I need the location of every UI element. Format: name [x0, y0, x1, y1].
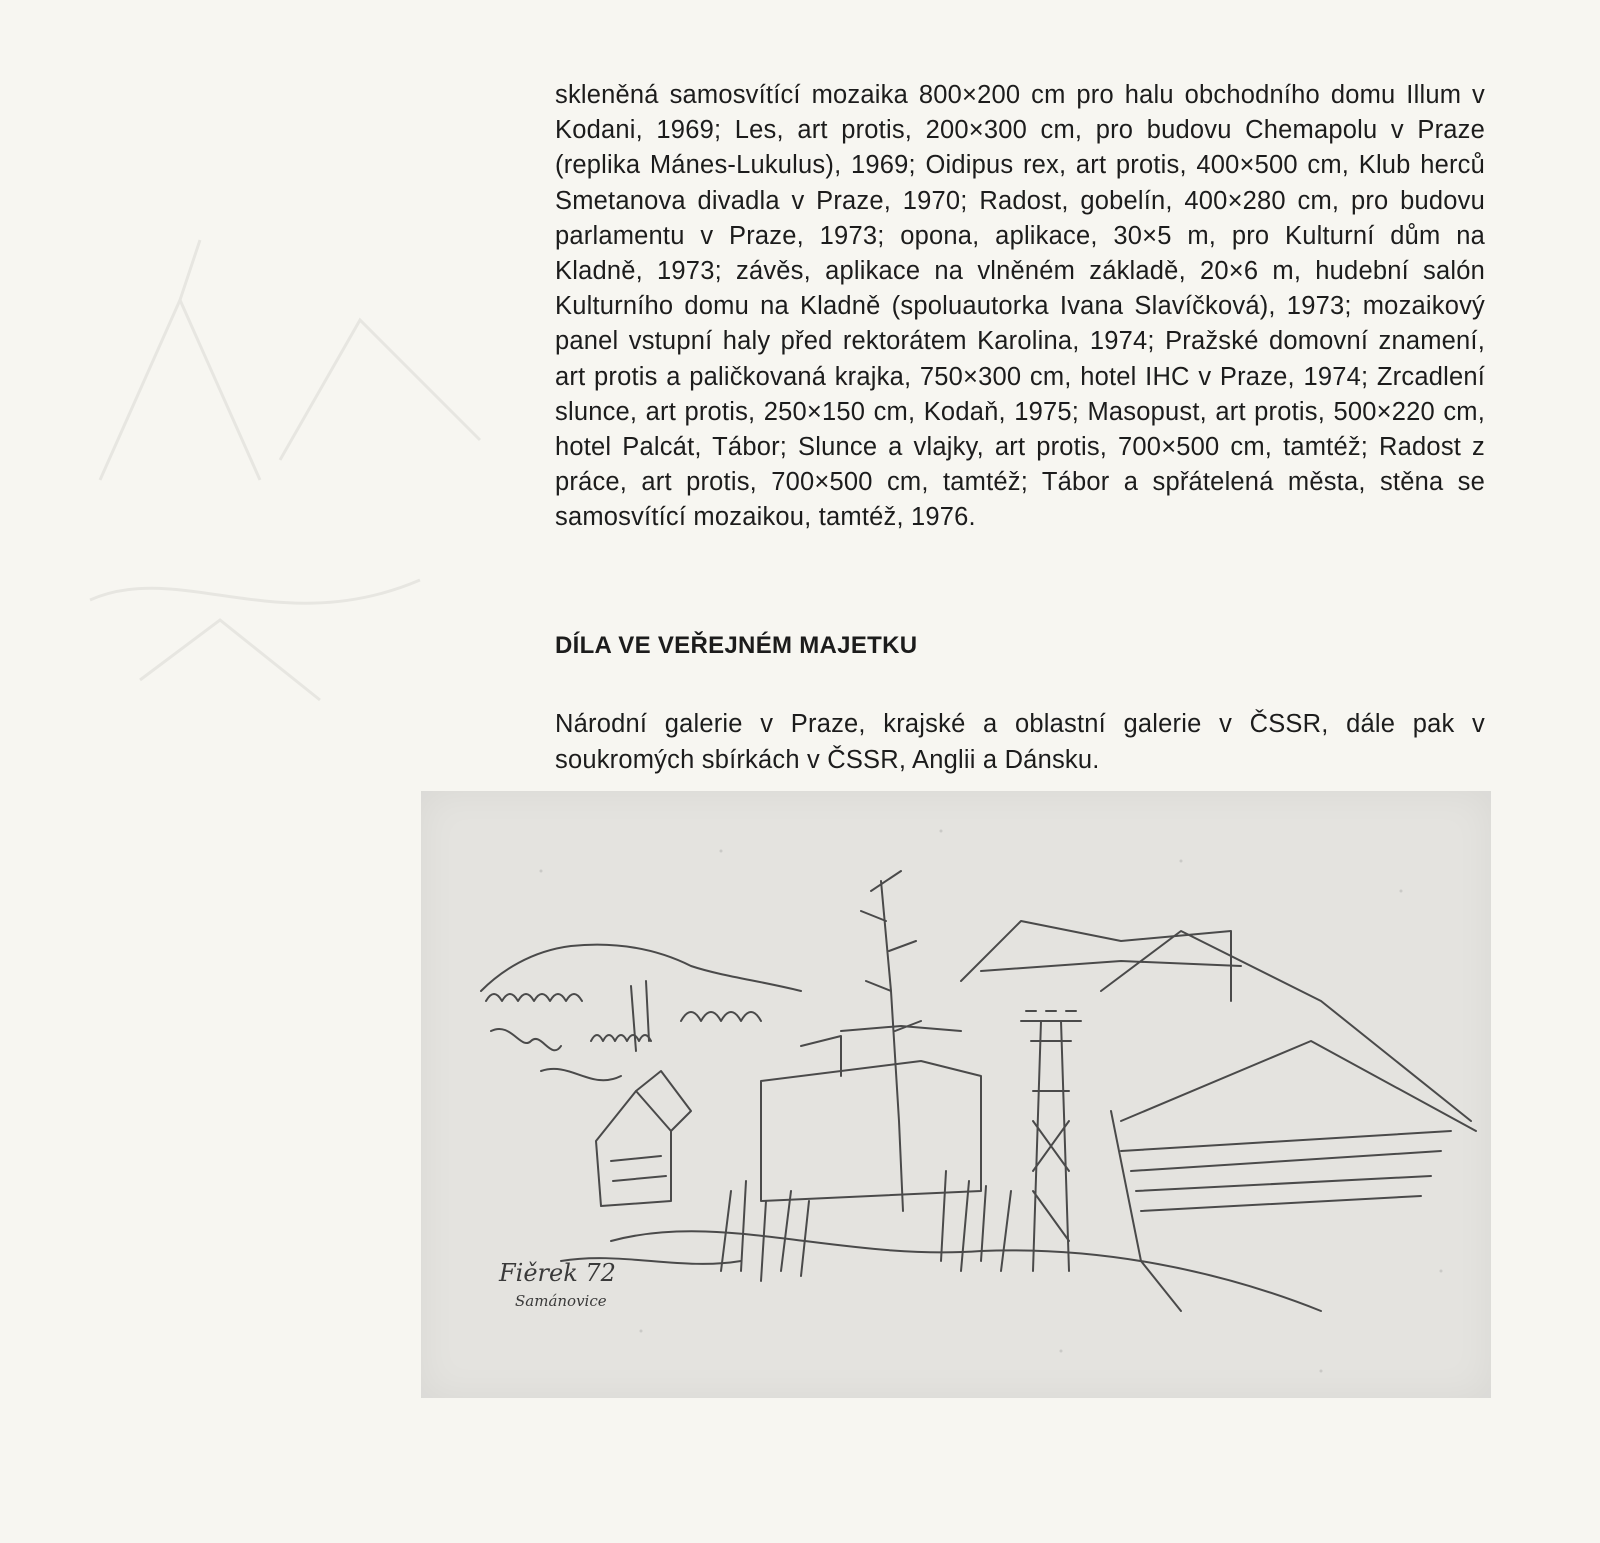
- signature-text: Fiěrek 72: [499, 1259, 616, 1287]
- biography-text-block: [555, 78, 1485, 536]
- show-through-drawing: [60, 180, 530, 740]
- sketch-place-name: Samánovice: [515, 1292, 607, 1310]
- collections-paragraph: Národní galerie v Praze, krajské a oblastní galerie v ČSSR, dále pak v soukromých sbírkách v ČSSR, Anglii a Dánsku.: [555, 710, 1485, 774]
- section-heading-public-collections: DÍLA VE VEŘEJNÉM MAJETKU: [555, 632, 918, 659]
- pencil-sketch-illustration: [421, 791, 1491, 1398]
- artist-signature: [499, 1259, 616, 1315]
- works-list-paragraph: skleněná samosvítící mozaika 800×200 cm pro halu obchodního domu Illum v Kodani, 1969; Les, art protis, 200×300 cm, pro budovu Chemapolu v Praze (replika Mánes-Lukulus), 1969; Oidipus rex, art protis, 400×500 cm, Klub herců Smetanova divadla v Praze, 1970; Radost, gobelín, 400×280 cm, pro budovu parlamentu v Praze, 1973; opona, aplikace, 30×5 m, pro Kulturní dům na Kladně, 1973; závěs, aplikace na vlněném základě, 20×6 m, hudební salón Kulturního domu na Kladně (spoluautorka Ivana Slavíčková), 1973; mozaikový panel vstupní haly před rektorátem Karolina, 1974; Pražské domovní znamení, art protis a paličkovaná krajka, 750×300 cm, hotel IHC v Praze, 1974; Zrcadlení slunce, art protis, 250×150 cm, Kodaň, 1975; Masopust, art protis, 500×220 cm, hotel Palcát, Tábor; Slunce a vlajky, art protis, 700×500 cm, tamtéž; Radost z práce, art protis, 700×500 cm, tamtéž; Tábor a spřátelená města, stěna se samosvítící mozaikou, tamtéž, 1976.: [555, 81, 1485, 532]
